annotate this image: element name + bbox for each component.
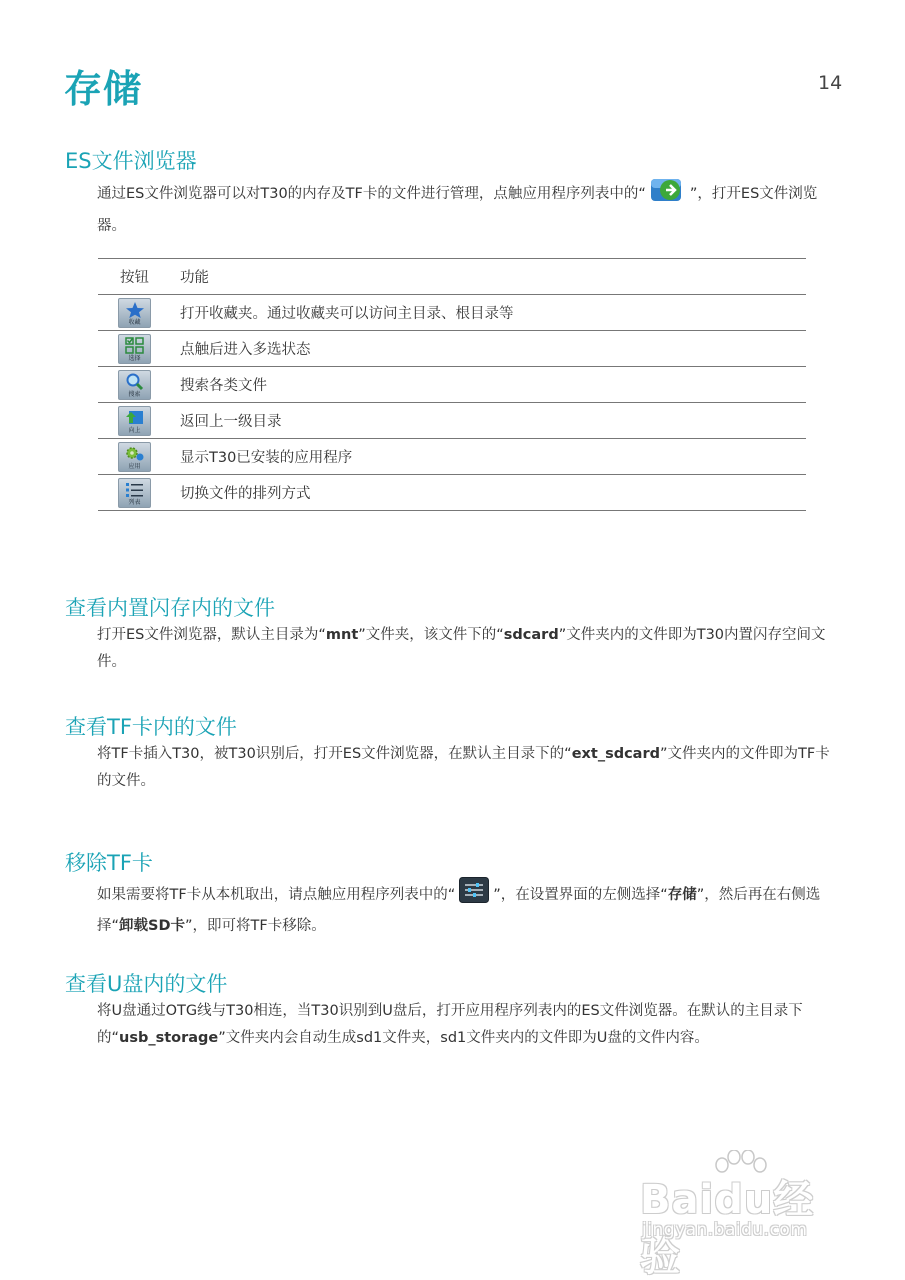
es-browser-intro xyxy=(65,175,842,240)
text-run: ”文件夹内会自动生成sd1文件夹，sd1文件夹内的文件即为U盘的文件内容。 xyxy=(218,1030,709,1046)
function-cell: 显示T30已安装的应用程序 xyxy=(180,439,806,475)
function-cell: 搜索各类文件 xyxy=(180,367,806,403)
folder-name-ext-sdcard: ext_sdcard xyxy=(571,746,660,762)
icon-caption: 选择 xyxy=(128,354,141,362)
baidu-watermark xyxy=(640,1150,855,1280)
option-unmount-sd: 卸载SD卡 xyxy=(119,918,185,934)
star-favorites-icon xyxy=(118,298,151,328)
section-heading-remove-tf: 移除TF卡 xyxy=(65,851,153,875)
magnifier-search-icon xyxy=(118,370,151,400)
folder-name-usb-storage: usb_storage xyxy=(119,1030,219,1046)
section-heading-usb-files: 查看U盘内的文件 xyxy=(65,972,228,996)
list-view-icon xyxy=(118,478,151,508)
watermark-url: jingyan.baidu.com xyxy=(642,1220,808,1240)
icon-caption: 搜索 xyxy=(128,390,141,398)
folder-name-sdcard: sdcard xyxy=(503,627,559,643)
table-row xyxy=(98,295,806,331)
text-run: ”文件夹，该文件下的“ xyxy=(358,627,504,643)
header-function: 功能 xyxy=(180,259,806,295)
intro-text-before: 通过ES文件浏览器可以对T30的内存及TF卡的文件进行管理，点触应用程序列表中的“ xyxy=(97,186,646,202)
settings-sliders-icon xyxy=(459,877,489,913)
gears-apps-icon xyxy=(118,442,151,472)
section-heading-internal-flash: 查看内置闪存内的文件 xyxy=(65,596,275,620)
text-run: ”，在设置界面的左侧选择“ xyxy=(493,887,668,903)
text-run: 打开ES文件浏览器，默认主目录为“ xyxy=(97,627,326,643)
table-row xyxy=(98,331,806,367)
function-cell: 点触后进入多选状态 xyxy=(180,331,806,367)
section-heading-tf-files: 查看TF卡内的文件 xyxy=(65,715,237,739)
es-file-explorer-icon xyxy=(650,175,686,213)
text-run: 如果需要将TF卡从本机取出，请点触应用程序列表中的“ xyxy=(97,887,456,903)
intro-text-after: ”，打开ES文件浏览器。 xyxy=(97,186,818,234)
text-run: ”文件夹内的文件即为T30内置闪存空间文件。 xyxy=(97,627,826,670)
page-number: 14 xyxy=(818,72,843,94)
text-run: 将U盘通过OTG线与T30相连，当T30识别到U盘后，打开应用程序列表内的ES文件浏览器。在默认的主目录下的“ xyxy=(97,1003,803,1046)
folder-name-mnt: mnt xyxy=(325,627,359,643)
text-run: ”，然后再在右侧选择“ xyxy=(97,887,821,934)
table-row xyxy=(98,367,806,403)
watermark-brand: Baidu经验 xyxy=(640,1177,815,1280)
icon-caption: 收藏 xyxy=(128,318,141,326)
section-heading-es-browser: ES文件浏览器 xyxy=(65,149,197,173)
folder-up-icon xyxy=(118,406,151,436)
page-title: 存储 xyxy=(64,67,143,111)
table-row xyxy=(98,403,806,439)
option-storage: 存储 xyxy=(667,887,697,903)
icon-caption: 应用 xyxy=(128,462,141,470)
icon-caption: 向上 xyxy=(128,426,141,434)
header-button: 按钮 xyxy=(98,259,180,295)
text-run: 将TF卡插入T30，被T30识别后，打开ES文件浏览器，在默认主目录下的“ xyxy=(97,746,572,762)
table-row xyxy=(98,439,806,475)
function-cell: 打开收藏夹。通过收藏夹可以访问主目录、根目录等 xyxy=(180,295,806,331)
internal-flash-text xyxy=(65,622,842,676)
usb-files-text xyxy=(65,998,842,1052)
table-row xyxy=(98,475,806,511)
icon-caption: 列表 xyxy=(128,498,141,506)
text-run: ”，即可将TF卡移除。 xyxy=(185,918,326,934)
table-header-row xyxy=(98,259,806,295)
function-cell: 返回上一级目录 xyxy=(180,403,806,439)
multi-select-icon xyxy=(118,334,151,364)
remove-tf-text xyxy=(65,877,842,940)
tf-files-text xyxy=(65,741,842,795)
function-cell: 切换文件的排列方式 xyxy=(180,475,806,511)
text-run: ”文件夹内的文件即为TF卡的文件。 xyxy=(97,746,830,789)
button-function-table xyxy=(98,258,806,511)
